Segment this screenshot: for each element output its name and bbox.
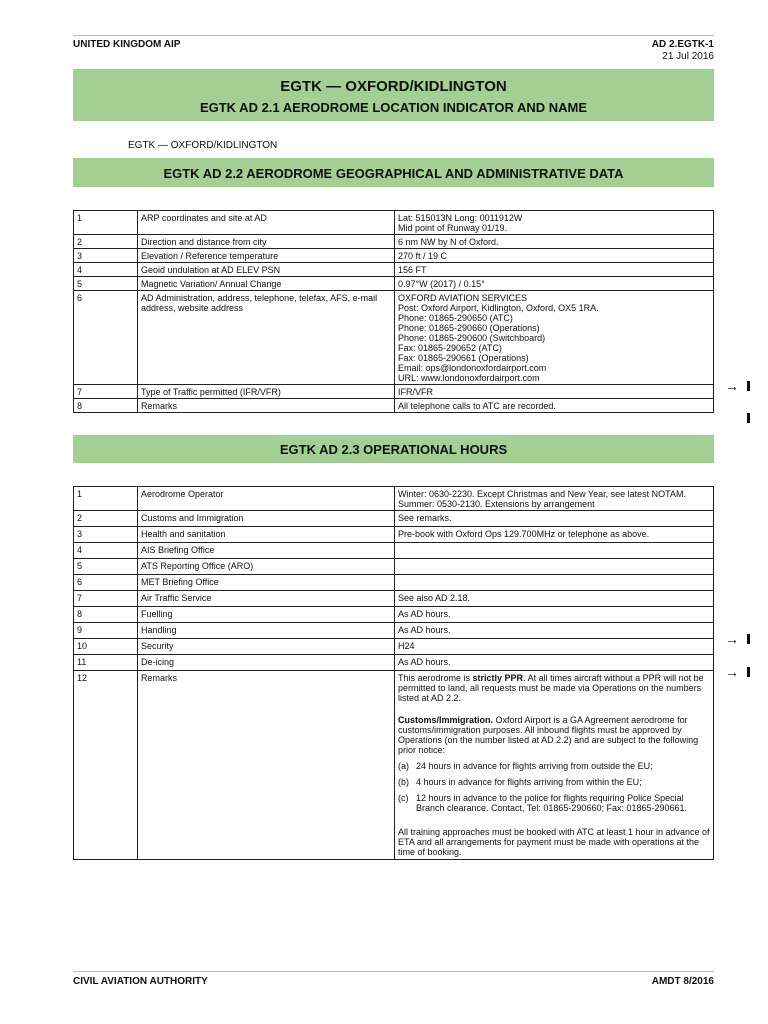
row-value: See also AD 2.18. bbox=[395, 591, 714, 607]
row-number: 7 bbox=[74, 385, 138, 399]
row-item: Security bbox=[138, 639, 395, 655]
table-row bbox=[74, 655, 714, 671]
row-item: AIS Briefing Office bbox=[138, 543, 395, 559]
row-value: As AD hours. bbox=[395, 655, 714, 671]
row-number: 8 bbox=[74, 607, 138, 623]
row-value: 270 ft / 19 C bbox=[395, 249, 714, 263]
row-number: 10 bbox=[74, 639, 138, 655]
row-item: Geoid undulation at AD ELEV PSN bbox=[138, 263, 395, 277]
table-row bbox=[74, 291, 714, 385]
row-item: Type of Traffic permitted (IFR/VFR) bbox=[138, 385, 395, 399]
list-text: 12 hours in advance to the police for flights requiring Police Special Branch clearance. Contact, Tel: 01865-290660; Fax: 01865-290661. bbox=[416, 793, 688, 813]
table-row bbox=[74, 623, 714, 639]
row-item: Elevation / Reference temperature bbox=[138, 249, 395, 263]
notice-item-b bbox=[398, 777, 710, 787]
list-marker: (c) bbox=[398, 793, 409, 803]
row-item: ATS Reporting Office (ARO) bbox=[138, 559, 395, 575]
location-indicator: EGTK — OXFORD/KIDLINGTON bbox=[128, 140, 278, 151]
row-item: AD Administration, address, telephone, telefax, AFS, e-mail address, website address bbox=[138, 291, 395, 385]
row-item: Direction and distance from city bbox=[138, 235, 395, 249]
amendment-bar-icon bbox=[747, 413, 750, 423]
row-value: IFR/VFR bbox=[395, 385, 714, 399]
row-number: 1 bbox=[74, 211, 138, 235]
table-row bbox=[74, 639, 714, 655]
remarks-text bbox=[395, 671, 714, 860]
table-row bbox=[74, 607, 714, 623]
row-number: 8 bbox=[74, 399, 138, 413]
page-reference bbox=[652, 39, 714, 63]
amendment-arrow-icon: → bbox=[725, 664, 739, 680]
row-value: Pre-book with Oxford Ops 129.700MHz or telephone as above. bbox=[395, 527, 714, 543]
row-value: Winter: 0630-2230. Except Christmas and New Year, see latest NOTAM. Summer: 0530-2130. Extensions by arrangement bbox=[395, 487, 714, 511]
row-value: 0.97°W (2017) / 0.15° bbox=[395, 277, 714, 291]
row-value: OXFORD AVIATION SERVICES Post: Oxford Airport, Kidlington, Oxford, OX5 1RA. Phone: 01865-290650 (ATC) Phone: 01865-290660 (Operations) Phone: 01865-290600 (Switchboard) Fax: 01865-290652 (ATC) Fax: 01865-290661 (Operations) Email: ops@londonoxfordairport.com URL: www.londonoxfordairport.com bbox=[395, 291, 714, 385]
page-code: AD 2.EGTK-1 bbox=[651, 39, 714, 50]
table-row bbox=[74, 235, 714, 249]
row-item: Fuelling bbox=[138, 607, 395, 623]
footer-authority: CIVIL AVIATION AUTHORITY bbox=[73, 976, 208, 987]
row-item: Magnetic Variation/ Annual Change bbox=[138, 277, 395, 291]
row-item: Health and sanitation bbox=[138, 527, 395, 543]
row-number: 12 bbox=[74, 671, 138, 860]
table-row bbox=[74, 277, 714, 291]
operational-hours-table bbox=[73, 486, 714, 860]
row-value bbox=[395, 543, 714, 559]
row-number: 1 bbox=[74, 487, 138, 511]
row-item: ARP coordinates and site at AD bbox=[138, 211, 395, 235]
row-value: 156 FT bbox=[395, 263, 714, 277]
row-item: Aerodrome Operator bbox=[138, 487, 395, 511]
row-number: 2 bbox=[74, 235, 138, 249]
footer-rule bbox=[73, 971, 714, 972]
row-number: 6 bbox=[74, 575, 138, 591]
ppr-text-post: . At all times aircraft without a PPR will not be permitted to land, all requests must be made via Operations on the numbers listed at AD 2.2. bbox=[398, 673, 704, 703]
row-number: 6 bbox=[74, 291, 138, 385]
list-text: 24 hours in advance for flights arriving from outside the EU; bbox=[416, 761, 653, 771]
row-number: 2 bbox=[74, 511, 138, 527]
row-value bbox=[395, 575, 714, 591]
customs-text: Oxford Airport is a GA Agreement aerodrome for customs/immigration purposes. All inbound flights must be approved by Operations (on the number listed at AD 2.2) and are subject to the following prior notice: bbox=[398, 715, 699, 755]
table-row bbox=[74, 249, 714, 263]
customs-paragraph bbox=[398, 715, 710, 755]
row-number: 5 bbox=[74, 277, 138, 291]
row-item: De-icing bbox=[138, 655, 395, 671]
amendment-bar-icon bbox=[747, 381, 750, 391]
notice-item-c bbox=[398, 793, 710, 813]
row-item: Handling bbox=[138, 623, 395, 639]
row-value: H24 bbox=[395, 639, 714, 655]
table-row bbox=[74, 543, 714, 559]
list-marker: (a) bbox=[398, 761, 409, 771]
amendment-arrow-icon: → bbox=[725, 631, 739, 647]
row-number: 4 bbox=[74, 263, 138, 277]
ppr-text-pre: This aerodrome is bbox=[398, 673, 473, 683]
section-23-heading-text: EGTK AD 2.3 OPERATIONAL HOURS bbox=[279, 442, 508, 457]
footer-amendment: AMDT 8/2016 bbox=[651, 976, 714, 987]
page-date: 21 Jul 2016 bbox=[662, 51, 714, 62]
row-number: 7 bbox=[74, 591, 138, 607]
notice-item-a bbox=[398, 761, 710, 771]
section-21-title: EGTK AD 2.1 AERODROME LOCATION INDICATOR AND NAME bbox=[199, 100, 588, 115]
table-row bbox=[74, 211, 714, 235]
row-value bbox=[395, 559, 714, 575]
ppr-paragraph bbox=[398, 673, 710, 703]
customs-heading: Customs/Immigration. bbox=[398, 715, 494, 725]
row-value: Lat: 515013N Long: 0011912W Mid point of Runway 01/19. bbox=[395, 211, 714, 235]
row-number: 9 bbox=[74, 623, 138, 639]
table-row bbox=[74, 511, 714, 527]
table-row bbox=[74, 671, 714, 860]
geographical-data-table bbox=[73, 210, 714, 413]
row-item: Remarks bbox=[138, 671, 395, 860]
row-item: Customs and Immigration bbox=[138, 511, 395, 527]
table-row bbox=[74, 385, 714, 399]
row-item: Remarks bbox=[138, 399, 395, 413]
row-number: 3 bbox=[74, 249, 138, 263]
amendment-arrow-icon: → bbox=[725, 378, 739, 394]
row-value: See remarks. bbox=[395, 511, 714, 527]
table-row bbox=[74, 559, 714, 575]
page-title: EGTK — OXFORD/KIDLINGTON bbox=[280, 78, 507, 95]
row-number: 4 bbox=[74, 543, 138, 559]
amendment-bar-icon bbox=[747, 667, 750, 677]
row-number: 5 bbox=[74, 559, 138, 575]
row-item: MET Briefing Office bbox=[138, 575, 395, 591]
section-22-heading-text: EGTK AD 2.2 AERODROME GEOGRAPHICAL AND ADMINISTRATIVE DATA bbox=[163, 166, 624, 181]
section-22-heading bbox=[73, 158, 714, 187]
publication-name: UNITED KINGDOM AIP bbox=[73, 39, 181, 50]
row-number: 11 bbox=[74, 655, 138, 671]
list-marker: (b) bbox=[398, 777, 409, 787]
title-banner bbox=[73, 69, 714, 121]
table-row bbox=[74, 575, 714, 591]
training-paragraph: All training approaches must be booked with ATC at least 1 hour in advance of ETA and all arrangements for payment must be made with operations at the time of booking. bbox=[398, 827, 710, 857]
list-text: 4 hours in advance for flights arriving from within the EU; bbox=[416, 777, 642, 787]
row-item: Air Traffic Service bbox=[138, 591, 395, 607]
amendment-bar-icon bbox=[747, 634, 750, 644]
row-value: All telephone calls to ATC are recorded. bbox=[395, 399, 714, 413]
table-row bbox=[74, 263, 714, 277]
table-row bbox=[74, 399, 714, 413]
row-value: 6 nm NW by N of Oxford. bbox=[395, 235, 714, 249]
header-rule bbox=[73, 35, 714, 36]
table-row bbox=[74, 487, 714, 511]
row-number: 3 bbox=[74, 527, 138, 543]
table-row bbox=[74, 527, 714, 543]
row-value: As AD hours. bbox=[395, 607, 714, 623]
table-row bbox=[74, 591, 714, 607]
section-23-heading bbox=[73, 435, 714, 463]
row-value: As AD hours. bbox=[395, 623, 714, 639]
ppr-text-bold: strictly PPR bbox=[472, 673, 524, 683]
